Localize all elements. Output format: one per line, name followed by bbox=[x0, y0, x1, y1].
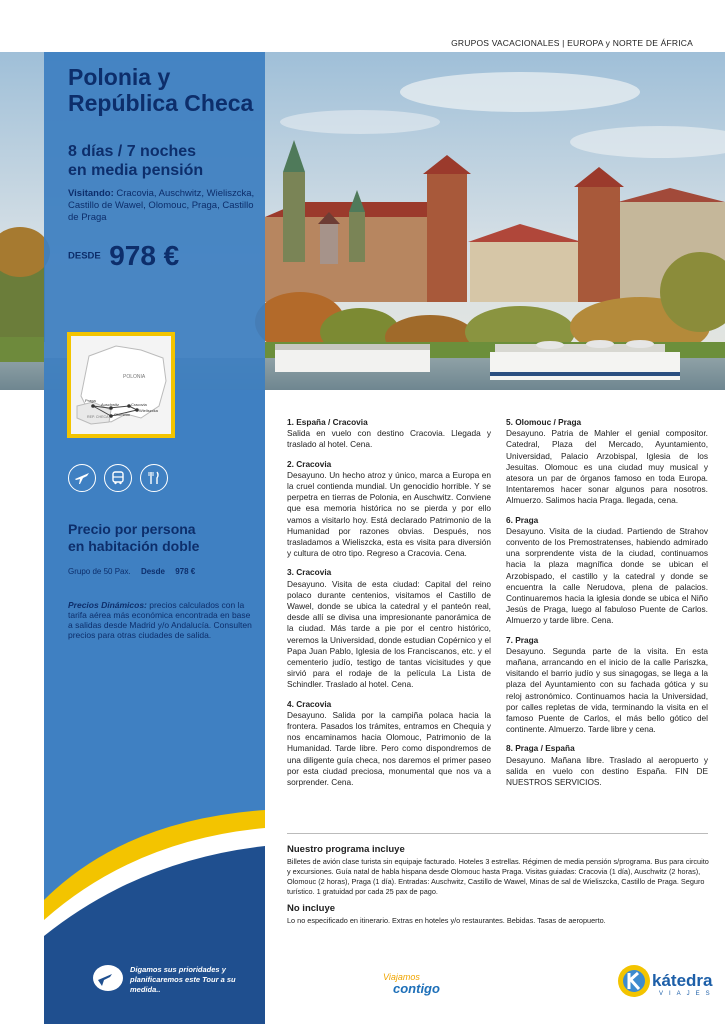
itinerary-day: 1. España / Cracovia Salida en vuelo con destino Cracovia. Llegada y traslado al hotel. Cena. bbox=[287, 417, 491, 450]
price-prefix: DESDE bbox=[68, 250, 101, 262]
airplane-icon bbox=[68, 464, 96, 492]
bus-icon bbox=[104, 464, 132, 492]
poland-map-svg bbox=[71, 336, 171, 434]
route-map bbox=[67, 332, 175, 438]
price-amount: 978 € bbox=[109, 240, 180, 271]
map-city-cracovia: Cracovia bbox=[131, 402, 147, 407]
map-city-wieliszcka: Wieliszcka bbox=[139, 408, 158, 413]
not-included-title: No incluye bbox=[287, 903, 336, 914]
map-city-olomouc: Olomouc bbox=[114, 412, 131, 417]
map-rep-label: REP. CHECA bbox=[87, 415, 109, 419]
visiting-list: Visitando: Cracovia, Auschwitz, Wieliszcka, Castillo de Wawel, Olomouc, Praga, Castillo de Praga bbox=[68, 188, 255, 223]
service-icons bbox=[68, 464, 168, 492]
category-tag: GRUPOS VACACIONALES | EUROPA y NORTE DE ÁFRICA bbox=[451, 38, 693, 48]
speech-bubble-icon bbox=[92, 964, 124, 994]
price-headline bbox=[68, 240, 179, 272]
itinerary-day: 3. Cracovia Desayuno. Visita de esta ciudad: Capital del reino polaco durante centenios, visitamos el Castillo de Wawel, donde se ubica la catedral y el panteón real, desde allí se divisa una impresionante panorámica de la ciudad. Más tarde a pie por el centro histórico, veremos la Universidad, donde estudian Copérnico y el Papa Juan Pablo, Iglesia de los Franciscanos, etc. y el cementerio judío, testigo de tantas vicisitudes y que sirvió para el rodaje de la película La Lista de Schindler. Traslado al hotel. Cena. bbox=[287, 567, 491, 690]
itinerary-day: 4. Cracovia Desayuno. Salida por la campiña polaca hacia la frontera. Pasados los trámites, entramos en Chequia y nos encaminamos hacia Olomouc, Patrimonio de la Humanidad. Tarde libre. Pero como dispondremos de una diligente guía checa, nos daremos el primer paseo por esta ciudad preciosa, monumental que nos va a sorprender. Cena. bbox=[287, 698, 491, 788]
itinerary-column-left bbox=[287, 417, 491, 796]
brand-name: kátedra bbox=[652, 971, 713, 990]
cutlery-icon bbox=[140, 464, 168, 492]
included-title: Nuestro programa incluye bbox=[287, 844, 405, 855]
itinerary-day: 2. Cracovia Desayuno. Un hecho atroz y único, marca a Europa en la cruel contienda mundial. Un genocidio horrible. Y se perpetra en tierras de Polonia, en Auschwitz. Conviene que esa memoria histórica no se pierda y por ello vamos a visitarlo hoy. Está declarado Patrimonio de la Humanidad por razones obvias. Después, nos trasladamos a Wieliszcka, esta es visita para diversión y cultura de otro tipo. Regreso a Cracovia. Cena. bbox=[287, 458, 491, 559]
map-city-auschwitz: Auschwitz bbox=[101, 402, 120, 407]
itinerary-day: 5. Olomouc / Praga Desayuno. Patria de Mahler el genial compositor. Catedral, Plaza del Mercado, Ayuntamiento, Universidad, Palacio Arzobispal, Iglesia de los Jesuitas. Olomouc es una ciudad muy musical y atesora un par de órganos famoso en toda Europa. Intentaremos hacer sonar algunos para nosotros. Almuerzo. Salimos hacia Praga. llegada, cena. bbox=[506, 417, 708, 506]
slogan: Digamos sus prioridades y planificaremos este Tour a su medida.. bbox=[130, 965, 236, 994]
included-text: Billetes de avión clase turista sin equipaje facturado. Hoteles 3 estrellas. Régimen de media pensión s/programa. Bus para circuito y excursiones. Guía natal de habla hispana desde Olomouc hasta Praga. Visitas guiadas: Cracovia (1 día), Auschwitz (2 horas), Olomouc (2 horas), Praga (1 día). Entradas: Auschwitz, Castillo de Wawel, Minas de sal de Wieliszcka, Castillo de Praga. Seguro turístico. 1 gratuidad por cada 25 pax de pago. bbox=[287, 857, 709, 896]
brand-subtitle: VIAJES bbox=[659, 991, 716, 997]
itinerary-day: 7. Praga Desayuno. Segunda parte de la visita. En esta mañana, arrancando en el inicio de la calle Pariszka, visitando el barrio judío y sus sinagogas, se llega a la plaza del Ayuntamiento con su fachada gótica y su reloj astronómico. Continuamos hacia la Universidad, por calles repletas de vida, terminando la visita en el famoso Puente de Carlos, el más bello gótico del continente. Almuerzo. Tarde libre y cena. bbox=[506, 634, 708, 735]
top-bar bbox=[0, 0, 725, 52]
itinerary-day: 8. Praga / España Desayuno. Mañana libre. Traslado al aeropuerto y salida en vuelo con destino España. FIN DE NUESTROS SERVICIOS. bbox=[506, 743, 708, 788]
trip-duration: 8 días / 7 noches en media pensión bbox=[68, 143, 204, 179]
itinerary-day: 6. Praga Desayuno. Visita de la ciudad. Partiendo de Strahov convento de los Premostratenses, habiendo admirado una sorprendente vista de la ciudad, continuamos hacia la plaza magnífica donde se ubican el Arzobispado, el castillo y la catedral y donde se encuentra la calle Nerudova, plena de palacios. Continuaremos hacia la iglesia donde se ubica el Niño Jesús de Praga, luego al fabuloso Puente de Carlos. Almuerzo y tarde libre. Cena. bbox=[506, 514, 708, 626]
section-divider bbox=[287, 833, 708, 834]
group-price: Grupo de 50 Pax. Desde 978 € bbox=[68, 567, 196, 576]
tagline-contigo: contigo bbox=[393, 981, 440, 996]
itinerary-column-right bbox=[506, 417, 708, 796]
dynamic-pricing-note: Precios Dinámicos: precios calculados con la tarifa aérea más económica encontrada en base a salidas desde Madrid y/o Andalucía. Consulten precios para otras ciudades de salida. bbox=[68, 600, 252, 640]
not-included-text: Lo no especificado en itinerario. Extras en hoteles y/o restaurantes. Bebidas. Tasas de aeropuerto. bbox=[287, 916, 606, 925]
map-country-label: POLONIA bbox=[123, 374, 146, 380]
tagline-viajamos: Viajamos bbox=[383, 972, 420, 982]
page-title: Polonia y República Checa bbox=[68, 64, 254, 116]
price-section-title: Precio por persona en habitación doble bbox=[68, 521, 200, 554]
map-city-praga: Praga bbox=[85, 398, 96, 403]
